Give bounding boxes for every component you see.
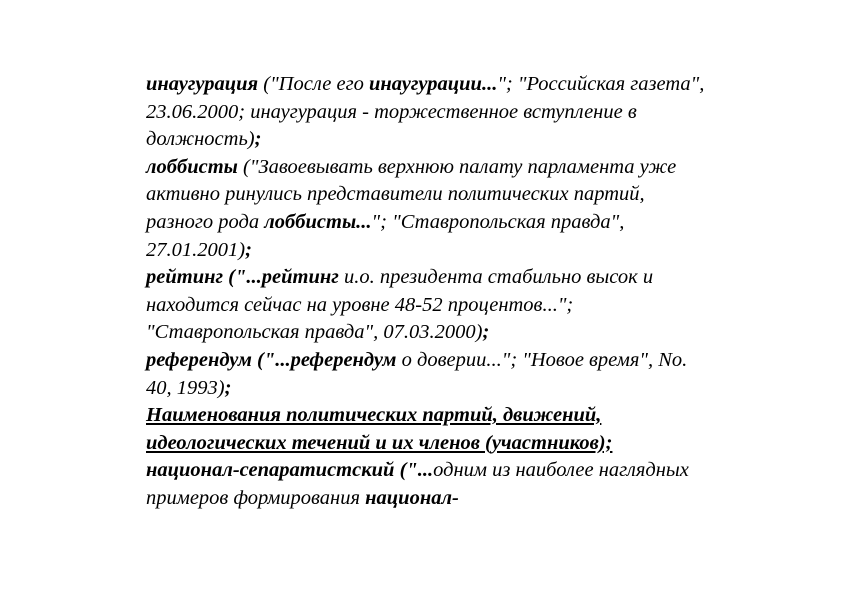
entry-term: инаугурация	[146, 73, 259, 95]
entry-rating	[146, 264, 706, 347]
entry-text: о доверии..."; "Новое время", No. 40, 1993)	[146, 348, 688, 399]
entry-text-rest: одним из наиболее наглядных примеров формирования	[146, 459, 689, 509]
entry-term: лоббисты	[146, 155, 238, 178]
entry-text: ("После его	[258, 73, 369, 95]
entry-referendum	[146, 347, 706, 402]
entry-text: ("Завоевывать верхнюю палату парламента уже активно ринулись представители политических партий, разного рода	[146, 155, 677, 233]
entry-lobbyists	[146, 154, 706, 264]
entry-bold-word: референдум	[290, 348, 397, 371]
entry-end: ;	[482, 321, 490, 344]
text-block	[146, 71, 706, 513]
entry-text: и.о. президента стабильно высок и находится сейчас на уровне 48-52 процентов..."; "Ставропольская правда", 07.03.2000)	[146, 266, 654, 344]
entry-bold-word: национал-	[365, 486, 459, 509]
entry-national-separatist	[146, 457, 706, 512]
entry-text: "; "Российская газета", 23.06.2000; инаугурация - торжественное вступление в должность)	[146, 73, 705, 151]
entry-end: ;	[245, 238, 252, 261]
entry-term: национал-сепаратистский	[146, 459, 395, 482]
entry-text: "; "Ставропольская правда", 27.01.2001)	[146, 210, 625, 261]
entry-text: ("...	[223, 266, 262, 289]
entry-inauguration	[146, 71, 706, 154]
entry-term: рейтинг	[146, 266, 224, 289]
entry-bold-word: рейтинг	[261, 266, 339, 289]
entry-text: ("...	[251, 348, 291, 371]
entry-end: ;	[254, 128, 262, 151]
entry-bold-word: лоббисты...	[264, 210, 372, 233]
section-heading: Наименования политических партий, движений, идеологических течений и их членов (участников);	[146, 404, 613, 454]
entry-text-lead: ("...	[394, 459, 434, 482]
entry-term: референдум	[146, 348, 252, 371]
entry-bold-word: инаугурации...	[368, 73, 498, 95]
entry-end: ;	[224, 376, 232, 399]
